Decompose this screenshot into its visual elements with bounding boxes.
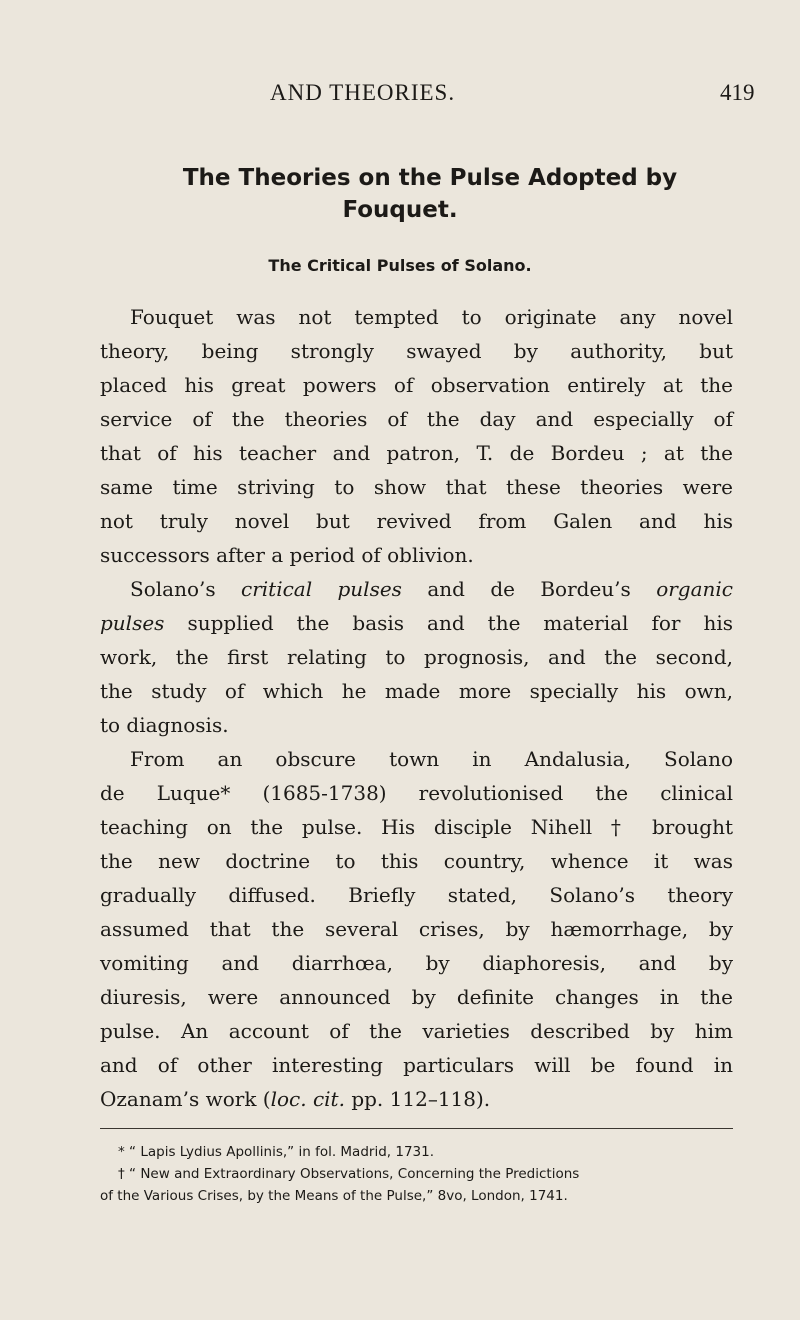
paragraph-2-line (100, 606, 733, 640)
paragraph-3-line: the new doctrine to this country, whence it was (100, 849, 733, 873)
paragraph-1-line: service of the theories of the day and especially of (100, 407, 733, 431)
italic-term-pulses: pulses (100, 611, 165, 635)
paragraph-2-line: to diagnosis. (100, 713, 229, 737)
paragraph-3-line: diuresis, were announced by definite changes in the (100, 985, 733, 1009)
paragraph-1-line: not truly novel but revived from Galen and his (100, 509, 733, 533)
paragraph-2-line: the study of which he made more specially his own, (100, 679, 733, 703)
paragraph-3-line: vomiting and diarrhœa, by diaphoresis, and by (100, 951, 733, 975)
paragraph-2-line: work, the first relating to prognosis, and the second, (100, 645, 733, 669)
section-title-line-2: Fouquet. (342, 197, 458, 223)
paragraph-3-line: teaching on the pulse. His disciple Nihell † brought (100, 815, 733, 839)
italic-loc-cit: loc. cit. (270, 1087, 345, 1111)
paragraph-2-line (130, 572, 733, 606)
paragraph-3-line: pulse. An account of the varieties described by him (100, 1019, 733, 1043)
text-run: supplied the basis and the material for his (164, 611, 733, 635)
italic-term-organic: organic (656, 577, 733, 601)
text-run: Solano’s (130, 577, 241, 601)
paragraph-1-line: successors after a period of oblivion. (100, 543, 474, 567)
footnote-1: * “ Lapis Lydius Apollinis,” in fol. Madrid, 1731. (118, 1144, 435, 1160)
section-title-line-1: The Theories on the Pulse Adopted by (182, 165, 678, 191)
paragraph-3-line: assumed that the several crises, by hæmorrhage, by (100, 917, 733, 941)
paragraph-3-line: gradually diffused. Briefly stated, Solano’s theory (100, 883, 733, 907)
italic-term-critical-pulses: critical pulses (241, 577, 402, 601)
paragraph-3-line: de Luque* (1685-1738) revolutionised the clinical (100, 781, 733, 805)
footnote-2-continued: of the Various Crises, by the Means of the Pulse,” 8vo, London, 1741. (100, 1188, 568, 1204)
text-run: pp. 112–118). (344, 1087, 491, 1111)
paragraph-3-line: From an obscure town in Andalusia, Solano (130, 747, 733, 771)
section-subtitle: The Critical Pulses of Solano. (268, 256, 532, 275)
footnote-rule (100, 1128, 733, 1129)
paragraph-1-line: that of his teacher and patron, T. de Bordeu ; at the (100, 441, 733, 465)
paragraph-1-line: same time striving to show that these theories were (100, 475, 733, 499)
paragraph-3-line (100, 1082, 733, 1116)
text-run: Ozanam’s work ( (100, 1087, 271, 1111)
running-head: AND THEORIES. (270, 80, 456, 105)
text-run: and de Bordeu’s (401, 577, 657, 601)
page-number: 419 (720, 80, 755, 105)
paragraph-3-line: and of other interesting particulars will be found in (100, 1053, 733, 1077)
paragraph-1-line: placed his great powers of observation entirely at the (100, 373, 733, 397)
paragraph-1-line: theory, being strongly swayed by authority, but (100, 339, 733, 363)
footnote-2: † “ New and Extraordinary Observations, Concerning the Predictions (118, 1166, 580, 1182)
paragraph-1-line: Fouquet was not tempted to originate any novel (130, 305, 733, 329)
